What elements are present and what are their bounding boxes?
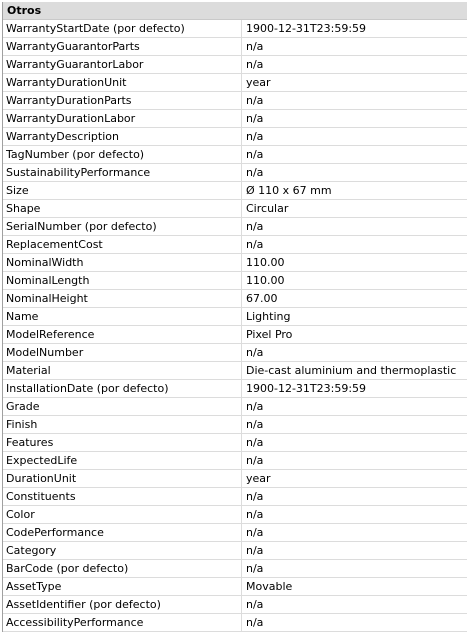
property-value[interactable]: n/a: [246, 112, 264, 125]
property-value[interactable]: 1900-12-31T23:59:59: [246, 22, 367, 35]
property-row[interactable]: [3, 578, 467, 596]
property-row[interactable]: [3, 614, 467, 632]
property-row[interactable]: [3, 542, 467, 560]
property-row[interactable]: [3, 506, 467, 524]
property-name: WarrantyDescription: [3, 128, 242, 145]
property-row[interactable]: [3, 164, 467, 182]
property-value[interactable]: 1900-12-31T23:59:59: [246, 382, 367, 395]
property-list: [3, 20, 467, 632]
property-name: Grade: [3, 398, 242, 415]
property-row[interactable]: [3, 560, 467, 578]
property-row[interactable]: [3, 200, 467, 218]
property-name: BarCode (por defecto): [3, 560, 242, 577]
property-row[interactable]: [3, 128, 467, 146]
property-name: SustainabilityPerformance: [3, 164, 242, 181]
property-value[interactable]: Die-cast aluminium and thermoplastic: [246, 364, 457, 377]
property-name: CodePerformance: [3, 524, 242, 541]
property-value[interactable]: year: [246, 76, 271, 89]
property-value[interactable]: n/a: [246, 346, 264, 359]
category-header[interactable]: Otros: [3, 2, 467, 20]
property-value[interactable]: 110.00: [246, 256, 285, 269]
property-row[interactable]: [3, 452, 467, 470]
property-value[interactable]: n/a: [246, 400, 264, 413]
property-value[interactable]: Movable: [246, 580, 293, 593]
property-name: NominalWidth: [3, 254, 242, 271]
property-name: Finish: [3, 416, 242, 433]
property-value[interactable]: n/a: [246, 562, 264, 575]
property-name: ExpectedLife: [3, 452, 242, 469]
property-value[interactable]: Ø 110 x 67 mm: [246, 184, 332, 197]
property-row[interactable]: [3, 326, 467, 344]
property-name: Name: [3, 308, 242, 325]
property-row[interactable]: [3, 56, 467, 74]
property-row[interactable]: [3, 146, 467, 164]
property-row[interactable]: [3, 74, 467, 92]
property-value[interactable]: n/a: [246, 40, 264, 53]
property-row[interactable]: [3, 20, 467, 38]
property-row[interactable]: [3, 272, 467, 290]
property-name: Constituents: [3, 488, 242, 505]
property-name: NominalHeight: [3, 290, 242, 307]
property-row[interactable]: [3, 236, 467, 254]
property-value[interactable]: n/a: [246, 58, 264, 71]
property-value[interactable]: Pixel Pro: [246, 328, 293, 341]
property-row[interactable]: [3, 254, 467, 272]
property-name: Size: [3, 182, 242, 199]
property-value[interactable]: n/a: [246, 418, 264, 431]
property-name: Material: [3, 362, 242, 379]
property-row[interactable]: [3, 434, 467, 452]
property-value[interactable]: n/a: [246, 454, 264, 467]
property-row[interactable]: [3, 596, 467, 614]
property-name: Features: [3, 434, 242, 451]
property-value[interactable]: n/a: [246, 148, 264, 161]
property-row[interactable]: [3, 344, 467, 362]
property-grid: [2, 2, 467, 632]
property-row[interactable]: [3, 92, 467, 110]
property-row[interactable]: [3, 182, 467, 200]
property-name: ModelReference: [3, 326, 242, 343]
property-name: Color: [3, 506, 242, 523]
property-name: DurationUnit: [3, 470, 242, 487]
property-row[interactable]: [3, 524, 467, 542]
property-value[interactable]: n/a: [246, 94, 264, 107]
property-value[interactable]: n/a: [246, 166, 264, 179]
property-name: NominalLength: [3, 272, 242, 289]
property-name: WarrantyDurationUnit: [3, 74, 242, 91]
property-value[interactable]: n/a: [246, 508, 264, 521]
property-name: AccessibilityPerformance: [3, 614, 242, 631]
property-value[interactable]: n/a: [246, 598, 264, 611]
property-value[interactable]: n/a: [246, 616, 264, 629]
property-value[interactable]: n/a: [246, 436, 264, 449]
property-row[interactable]: [3, 110, 467, 128]
property-row[interactable]: [3, 38, 467, 56]
property-row[interactable]: [3, 380, 467, 398]
property-name: ModelNumber: [3, 344, 242, 361]
property-value[interactable]: n/a: [246, 130, 264, 143]
property-value[interactable]: n/a: [246, 526, 264, 539]
property-row[interactable]: [3, 488, 467, 506]
property-name: WarrantyDurationLabor: [3, 110, 242, 127]
property-value[interactable]: Lighting: [246, 310, 291, 323]
property-row[interactable]: [3, 308, 467, 326]
property-name: WarrantyGuarantorParts: [3, 38, 242, 55]
property-name: TagNumber (por defecto): [3, 146, 242, 163]
property-row[interactable]: [3, 416, 467, 434]
property-value[interactable]: 67.00: [246, 292, 278, 305]
property-value[interactable]: n/a: [246, 238, 264, 251]
property-value[interactable]: year: [246, 472, 271, 485]
property-row[interactable]: [3, 218, 467, 236]
property-name: AssetType: [3, 578, 242, 595]
property-name: WarrantyGuarantorLabor: [3, 56, 242, 73]
property-row[interactable]: [3, 470, 467, 488]
property-name: Category: [3, 542, 242, 559]
property-value[interactable]: n/a: [246, 220, 264, 233]
property-name: InstallationDate (por defecto): [3, 380, 242, 397]
property-row[interactable]: [3, 362, 467, 380]
property-name: Shape: [3, 200, 242, 217]
property-row[interactable]: [3, 290, 467, 308]
property-value[interactable]: n/a: [246, 544, 264, 557]
property-row[interactable]: [3, 398, 467, 416]
property-name: SerialNumber (por defecto): [3, 218, 242, 235]
property-name: WarrantyDurationParts: [3, 92, 242, 109]
property-name: AssetIdentifier (por defecto): [3, 596, 242, 613]
property-name: WarrantyStartDate (por defecto): [3, 20, 242, 37]
property-name: ReplacementCost: [3, 236, 242, 253]
property-value[interactable]: n/a: [246, 490, 264, 503]
property-value[interactable]: 110.00: [246, 274, 285, 287]
property-value[interactable]: Circular: [246, 202, 289, 215]
